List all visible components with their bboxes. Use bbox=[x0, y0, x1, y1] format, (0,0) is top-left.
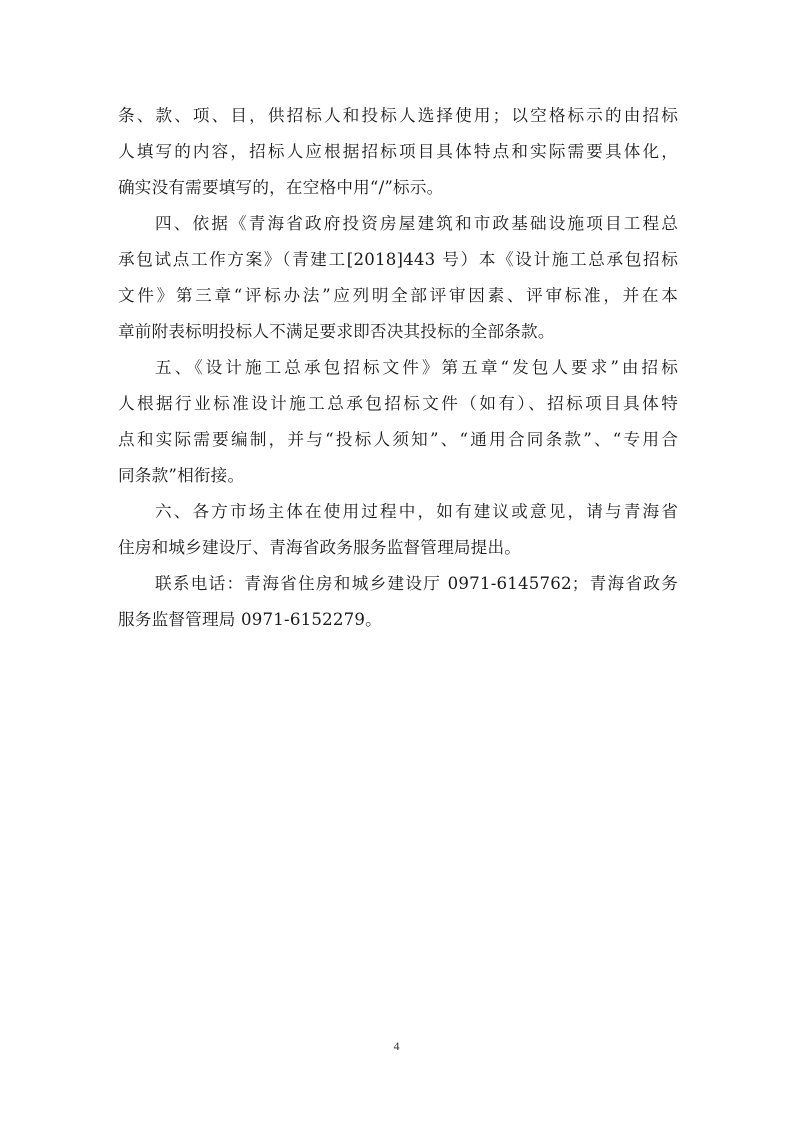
paragraph-contact bbox=[118, 566, 678, 638]
paragraph-continuation bbox=[118, 98, 678, 206]
text-line: 条、款、项、目，供招标人和投标人选择使用；以空格标示的由招标 bbox=[118, 106, 678, 125]
text-line: 住房和城乡建设厅、青海省政务服务监督管理局提出。 bbox=[118, 538, 522, 557]
paragraph-item-6 bbox=[118, 494, 678, 566]
text-line: 五、《设计施工总承包招标文件》第五章“发包人要求”由招标 bbox=[155, 358, 678, 377]
paragraph-item-4 bbox=[118, 206, 678, 350]
text-line: 四、依据《青海省政府投资房屋建筑和市政基础设施项目工程总 bbox=[155, 214, 678, 233]
text-line: 服务监督管理局 0971-6152279。 bbox=[118, 610, 382, 629]
text-line: 同条款”相衔接。 bbox=[118, 466, 245, 485]
text-line: 人根据行业标准设计施工总承包招标文件（如有）、招标项目具体特 bbox=[118, 394, 678, 413]
text-line: 点和实际需要编制，并与“投标人须知”、“通用合同条款”、“专用合 bbox=[118, 430, 678, 449]
text-line: 确实没有需要填写的，在空格中用“/”标示。 bbox=[118, 178, 444, 197]
text-line: 人填写的内容，招标人应根据招标项目具体特点和实际需要具体化， bbox=[118, 142, 678, 161]
text-line: 承包试点工作方案》（青建工[2018]443 号）本《设计施工总承包招标 bbox=[118, 250, 678, 269]
page-number: 4 bbox=[393, 1039, 400, 1053]
text-line: 章前附表标明投标人不满足要求即否决其投标的全部条款。 bbox=[118, 322, 555, 341]
text-line: 文件》第三章“评标办法”应列明全部评审因素、评审标准，并在本 bbox=[118, 286, 678, 305]
text-line: 联系电话：青海省住房和城乡建设厅 0971-6145762；青海省政务 bbox=[155, 574, 678, 593]
paragraph-item-5 bbox=[118, 350, 678, 494]
text-line: 六、各方市场主体在使用过程中，如有建议或意见，请与青海省 bbox=[155, 502, 678, 521]
document-body bbox=[118, 98, 678, 638]
